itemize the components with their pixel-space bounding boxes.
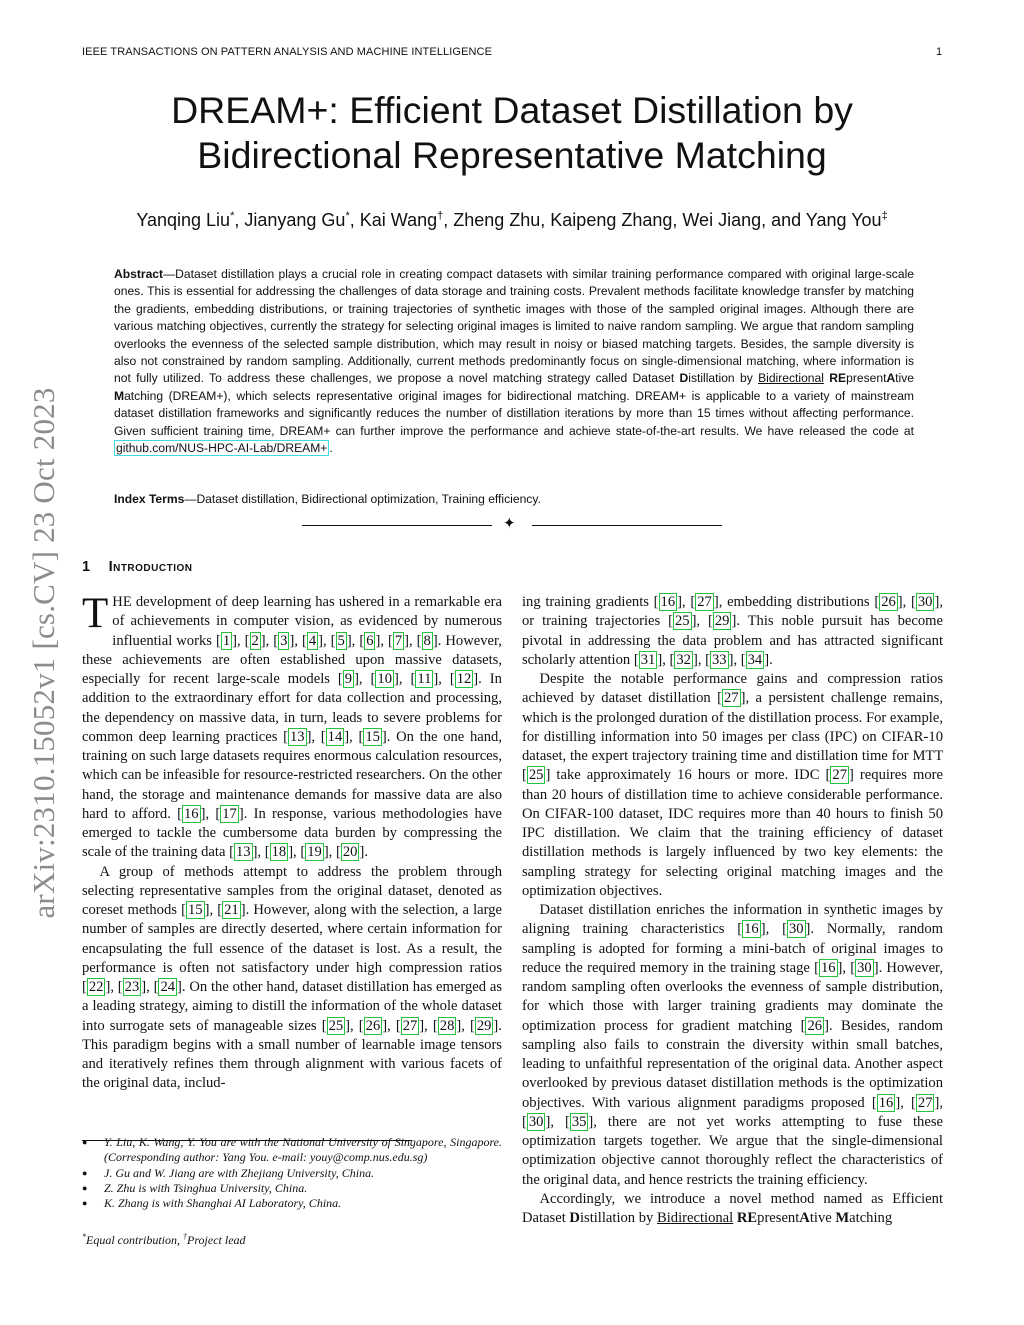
citation-link[interactable]: 20 — [342, 844, 358, 861]
arxiv-stamp: arXiv:2310.15052v1 [cs.CV] 23 Oct 2023 — [26, 387, 61, 919]
page-number: 1 — [936, 46, 943, 58]
footnote-item: ● K. Zhang is with Shanghai AI Laboratory, China. — [82, 1196, 502, 1211]
divider-rule-left — [302, 525, 492, 526]
citation-link[interactable]: 16 — [184, 805, 199, 822]
citation-link[interactable]: 16 — [820, 959, 836, 976]
citation-link[interactable]: 10 — [377, 671, 392, 687]
citation-link[interactable]: 2 — [251, 632, 259, 649]
citation-link[interactable]: 26 — [365, 1017, 381, 1034]
citation-link[interactable]: 8 — [423, 632, 431, 649]
citation-link[interactable]: 27 — [697, 594, 712, 610]
citation-link[interactable]: 27 — [724, 690, 739, 707]
running-header: IEEE TRANSACTIONS ON PATTERN ANALYSIS AND MACHINE INTELLIGENCE — [82, 46, 493, 58]
citation-link[interactable]: 18 — [271, 844, 287, 861]
citation-link[interactable]: 13 — [289, 728, 305, 745]
citation-link[interactable]: 27 — [917, 1094, 933, 1111]
paragraph: THE development of deep learning has ushered in a remarkable era of achievements in computer vision, as evidenced by numerous influential works [ 1 ], [ 2 ], [ 3 ], [ 4 ], [ 5 ], [ 6 ], [ 7 ], [ 8 ]. However, these achievements are often established upon massive datasets, especially for recent large-scale models [ 9 ], [ 10 ], [ 11 ], [ 12 ]. In addition to the extraordinary effort for data collection and processing, the dependency on massive data, in turn, leads to severe problems for common deep learning practices [ 13 ], [ 14 ], [ 15 ]. On the one hand, training on such large datasets requires enormous calculation resources, which can be infeasible for resource-restricted researchers. On the other hand, the storage and maintenance demands for massive data are also hard to afford. [ 16 ], [ 17 ]. In response, various methodologies have emerged to tackle the cumbersome data burden by compressing the scale of the training data [ 13 ], [ 18 ], [ 19 ], [ 20 ]. — [82, 590, 502, 861]
paragraph: Accordingly, we introduce a novel method named as Efficient Dataset Distillation by Bidirectional REpresentAtive Matching — [522, 1190, 943, 1226]
citation-link[interactable]: 34 — [747, 651, 763, 668]
citation-link[interactable]: 15 — [187, 902, 203, 918]
citation-link[interactable]: 19 — [307, 844, 322, 861]
citation-link[interactable]: 7 — [394, 632, 403, 649]
citation-link[interactable]: 21 — [224, 902, 239, 918]
citation-link[interactable]: 30 — [917, 594, 933, 610]
citation-link[interactable]: 16 — [878, 1094, 894, 1111]
citation-link[interactable]: 13 — [235, 844, 251, 861]
citation-link[interactable]: 6 — [366, 632, 374, 649]
footnote-list — [82, 1135, 502, 1211]
paragraph: A group of methods attempt to address the problem through selecting representative samples from the original dataset, denoted as coreset methods [ 15 ], [ 21 ]. However, along with the selection, a large number of samples are directly deserted, where certain information for encapsulating the full essence of the dataset is lost. As a result, the performance is often not satisfactory under high compression ratios [ 22 ], [ 23 ], [ 24 ]. On the other hand, dataset distillation has emerged as a leading strategy, aiming to distill the information of the whole dataset into surrogate sets of manageable sizes [ 25 ], [ 26 ], [ 27 ], [ 28 ], [ 29 ]. This paradigm begins with a small number of learnable image tensors and iteratively refines them through alignment with various facets of the original data, includ- — [82, 863, 502, 1092]
abstract: Abstract—Dataset distillation plays a crucial role in creating compact datasets with similar training performance compared with original large-scale ones. This is essential for addressing the challenges of data storage and training costs. Prevalent methods facilitate knowledge transfer by matching the gradients, embedding distributions, or training trajectories of synthetic images with those of the sampled original images. Although there are various matching objectives, currently the strategy for selecting original images is limited to naive random sampling. We argue that random sampling overlooks the evenness of the selected sample distribution, which may result in noisy or biased matching targets. Besides, the sample diversity is also not constrained by random sampling. Additionally, current methods predominantly focus on single-dimensional matching, where information is not fully utilized. To address these challenges, we propose a novel matching strategy called Dataset Distillation by Bidirectional REpresentAtive Matching (DREAM+), which selects representative original images for bidirectional matching. DREAM+ is applicable to a variety of mainstream dataset distillation frameworks and significantly reduces the number of distillation iterations by more than 15 times without affecting performance. Given sufficient training time, DREAM+ can further improve the performance and achieve state-of-the-art results. We have released the code at github.com/NUS-HPC-AI-Lab/DREAM+ . — [114, 267, 914, 456]
citation-link[interactable]: 30 — [857, 959, 872, 976]
author-list: Yanqing Liu*, Jianyang Gu*, Kai Wang†, Zheng Zhu, Kaipeng Zhang, Wei Jiang, and Yang You‡ — [136, 210, 888, 230]
citation-link[interactable]: 30 — [788, 921, 804, 938]
citation-link[interactable]: 23 — [124, 979, 140, 995]
paragraph: Despite the notable performance gains and compression ratios achieved by dataset distillation [ 27 ], a persistent challenge remains, which is the prolonged duration of the distillation process. For example, for distilling information into 50 images per class (IPC) on CIFAR-10 dataset, the expert trajectory training time and distillation time for MTT [ 25 ] take approximately 16 hours or more. IDC [ 27 ] requires more than 20 hours of distillation time to achieve considerable performance. On CIFAR-100 dataset, IDC requires more than 40 hours to finish 50 IPC distillation. We claim that the training efficiency of dataset distillation methods is largely influenced by two key elements: the sampling strategy for selecting original matching images and the optimization objectives. — [522, 671, 944, 899]
citation-link[interactable]: 16 — [744, 921, 759, 938]
code-link[interactable]: github.com/NUS-HPC-AI-Lab/DREAM+ — [116, 441, 328, 456]
footnote-item: ● Z. Zhu is with Tsinghua University, China. — [82, 1181, 502, 1196]
citation-link[interactable]: 24 — [160, 979, 176, 995]
citation-link[interactable]: 28 — [439, 1017, 455, 1034]
drop-cap: T — [82, 590, 109, 637]
citation-link[interactable]: 25 — [528, 767, 544, 784]
citation-link[interactable]: 1 — [222, 632, 231, 649]
citation-link[interactable]: 22 — [88, 979, 104, 995]
body-column-left — [82, 590, 502, 1094]
citation-link[interactable]: 5 — [337, 632, 345, 649]
equal-contribution-note: *Equal contribution, †Project lead — [82, 1232, 246, 1247]
citation-link[interactable]: 3 — [280, 632, 288, 649]
citation-link[interactable]: 4 — [308, 632, 317, 649]
index-terms: Index Terms—Dataset distillation, Bidirectional optimization, Training efficiency. — [114, 492, 541, 506]
divider-diamond-icon: ✦ — [503, 516, 516, 532]
section-heading: 1 Introduction — [82, 559, 193, 575]
citation-link[interactable]: 27 — [402, 1017, 418, 1034]
citation-link[interactable]: 9 — [344, 671, 353, 687]
paper-title — [0, 88, 1024, 178]
divider-rule-right — [532, 525, 722, 526]
citation-link[interactable]: 30 — [528, 1113, 544, 1130]
footnote-item: ● Y. Liu, K. Wang, Y. You are with the National University of Singapore, Singapore. (Corresponding author: Yang You. e-mail: youy@comp.nus.edu.sg) — [82, 1135, 502, 1166]
paragraph: Dataset distillation enriches the information in synthetic images by aligning training characteristics [ 16 ], [ 30 ]. Normally, random sampling is adopted for forming a mini-batch of original images to reduce the required memory in the training stage [ 16 ], [ 30 ]. However, random sampling often overlooks the evenness of sample distribution, for which those with larger training gradients may dominate the optimization process for gradient matching [ 26 ]. Besides, random sampling also fails to constrain the diversity within small batches, leading to unfaithful representation of the original data. Another aspect overlooked by previous dataset distillation methods is the optimization objectives. With various alignment paradigms proposed [ 16 ], [ 27 ], [ 30 ], [ 35 ], there are not yet works attempting to fuse these optimization targets together. We argue that the single-dimensional optimization objective cannot thoroughly reflect the characteristics of the original data, and hence restricts the training efficiency. — [522, 902, 943, 1188]
abstract-label: Abstract — [114, 267, 164, 281]
citation-link[interactable]: 35 — [571, 1113, 587, 1130]
citation-link[interactable]: 31 — [640, 651, 656, 668]
title-line-2: Bidirectional Representative Matching — [197, 134, 827, 176]
citation-link[interactable]: 26 — [881, 594, 896, 610]
citation-link[interactable]: 33 — [711, 651, 727, 668]
citation-link[interactable]: 27 — [832, 767, 847, 784]
citation-link[interactable]: 17 — [222, 805, 237, 822]
footnote-item: ● J. Gu and W. Jiang are with Zhejiang University, China. — [82, 1166, 502, 1181]
citation-link[interactable]: 14 — [327, 728, 343, 745]
citation-link[interactable]: 25 — [328, 1017, 344, 1034]
citation-link[interactable]: 26 — [807, 1017, 823, 1034]
title-line-1: DREAM+: Efficient Dataset Distillation by — [171, 89, 853, 131]
citation-link[interactable]: 29 — [476, 1017, 492, 1034]
citation-link[interactable]: 32 — [676, 651, 691, 668]
citation-link[interactable]: 29 — [714, 613, 730, 630]
citation-link[interactable]: 11 — [417, 671, 432, 687]
body-column-right — [522, 593, 943, 1228]
citation-link[interactable]: 16 — [660, 594, 676, 610]
paragraph: ing training gradients [ 16 ], [ 27 ], embedding distributions [ 26 ], [ 30 ], or training trajectories [ 25 ], [ 29 ]. This noble pursuit has become pivotal in addressing the data problem and has attracted significant scholarly attention [ 31 ], [ 32 ], [ 33 ], [ 34 ]. — [522, 594, 943, 668]
citation-link[interactable]: 15 — [365, 728, 380, 745]
citation-link[interactable]: 25 — [674, 613, 690, 630]
citation-link[interactable]: 12 — [456, 671, 472, 687]
